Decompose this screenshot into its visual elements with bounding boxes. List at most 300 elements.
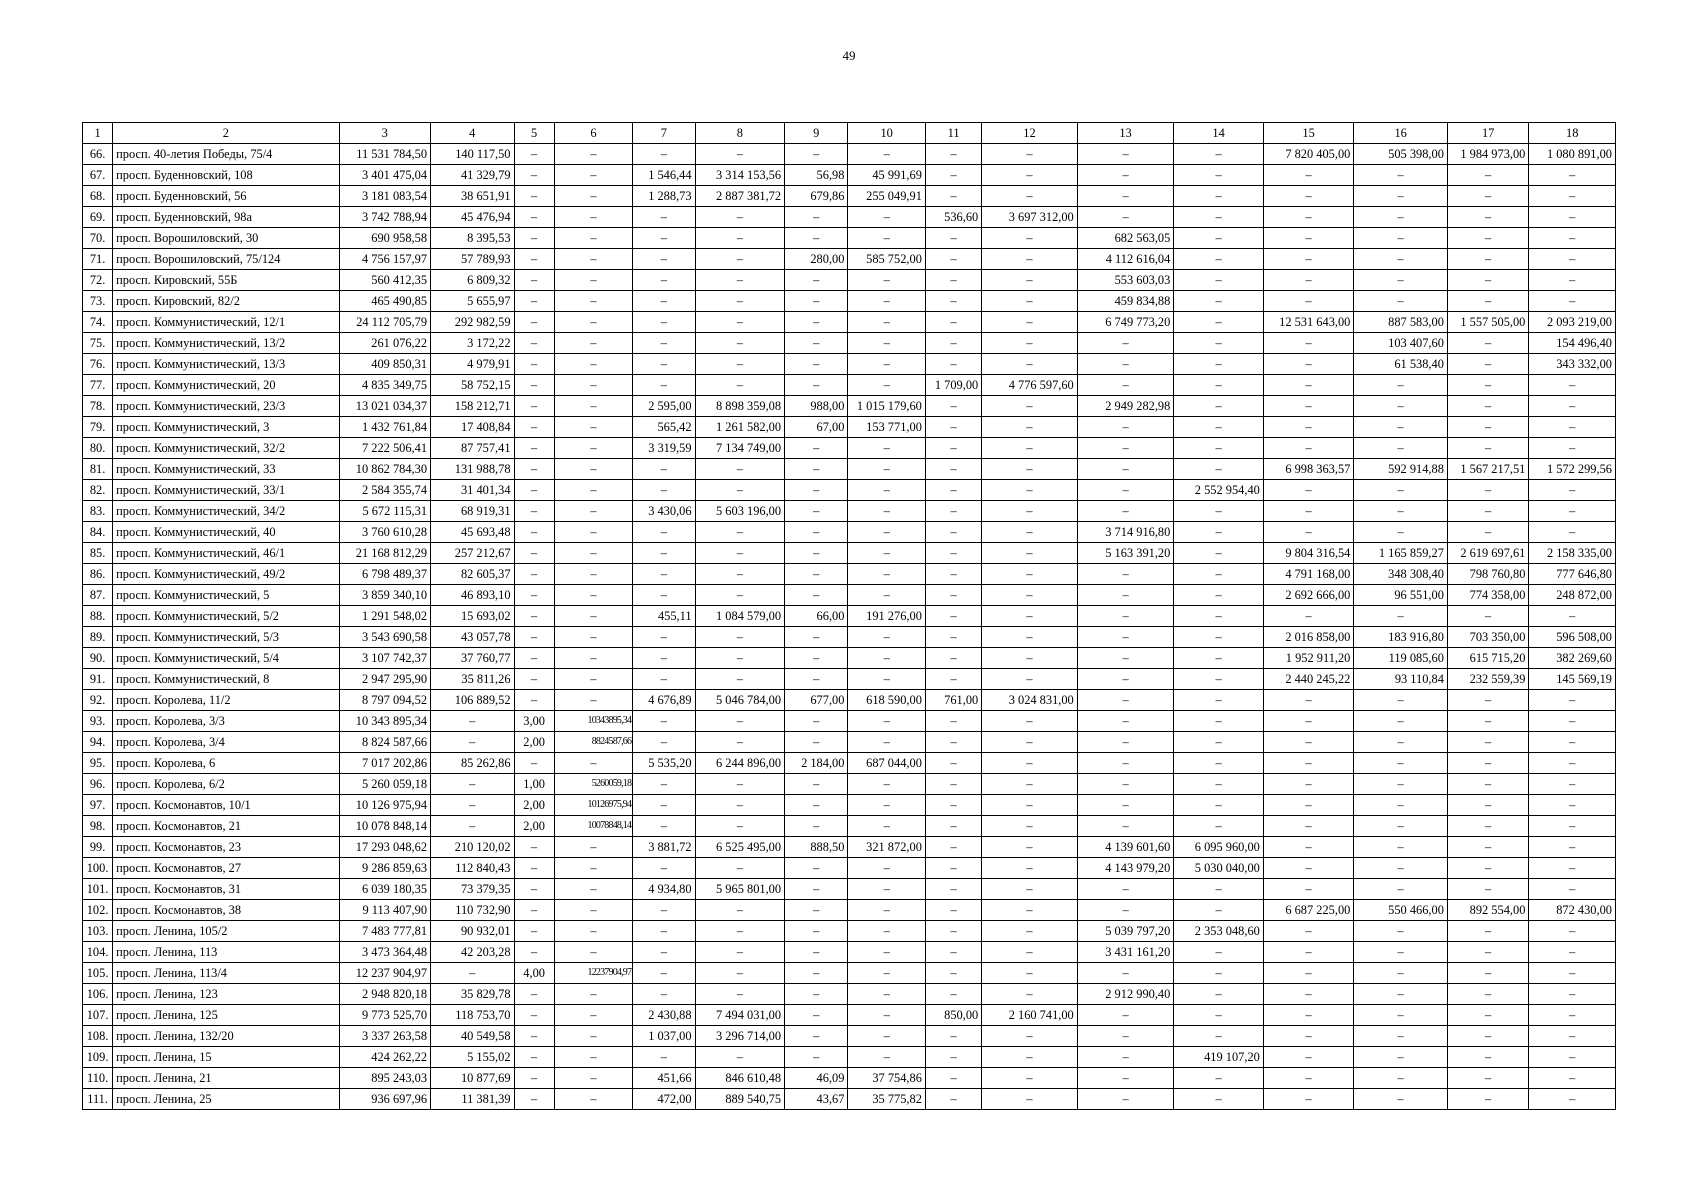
- table-cell: 2 552 954,40: [1174, 480, 1264, 501]
- table-cell: 71.: [83, 249, 113, 270]
- table-cell: –: [1263, 795, 1354, 816]
- table-cell: –: [848, 144, 925, 165]
- table-cell: 761,00: [925, 690, 981, 711]
- table-cell: –: [925, 228, 981, 249]
- table-cell: –: [633, 459, 695, 480]
- table-cell: 82 605,37: [431, 564, 514, 585]
- table-cell: 2 947 295,90: [339, 669, 431, 690]
- table-cell: –: [1529, 375, 1616, 396]
- table-cell: 10 078 848,14: [339, 816, 431, 837]
- table-cell: –: [695, 480, 785, 501]
- table-cell: –: [848, 1005, 925, 1026]
- table-cell: –: [1263, 270, 1354, 291]
- table-cell: просп. Коммунистический, 33/1: [113, 480, 339, 501]
- table-cell: –: [785, 228, 848, 249]
- table-cell: 1 288,73: [633, 186, 695, 207]
- table-cell: –: [925, 249, 981, 270]
- table-cell: –: [554, 438, 632, 459]
- table-cell: –: [785, 207, 848, 228]
- table-cell: –: [633, 858, 695, 879]
- table-cell: –: [1529, 249, 1616, 270]
- table-cell: 4 756 157,97: [339, 249, 431, 270]
- table-cell: просп. Ленина, 125: [113, 1005, 339, 1026]
- table-cell: –: [1529, 165, 1616, 186]
- table-cell: –: [1447, 249, 1528, 270]
- table-cell: –: [695, 333, 785, 354]
- table-cell: 5 046 784,00: [695, 690, 785, 711]
- register-table: [82, 122, 1616, 1110]
- table-row: [83, 1005, 1616, 1026]
- table-cell: –: [982, 984, 1078, 1005]
- table-cell: –: [982, 522, 1078, 543]
- table-cell: 1 984 973,00: [1447, 144, 1528, 165]
- table-cell: –: [1174, 396, 1264, 417]
- table-cell: –: [695, 144, 785, 165]
- table-cell: –: [514, 228, 554, 249]
- table-cell: –: [1263, 354, 1354, 375]
- column-number-row: [83, 123, 1616, 144]
- table-cell: –: [1529, 396, 1616, 417]
- table-cell: –: [1263, 711, 1354, 732]
- table-cell: просп. Коммунистический, 13/3: [113, 354, 339, 375]
- table-cell: –: [1263, 291, 1354, 312]
- table-cell: –: [925, 312, 981, 333]
- table-cell: –: [514, 858, 554, 879]
- table-cell: 1 432 761,84: [339, 417, 431, 438]
- table-cell: 889 540,75: [695, 1089, 785, 1110]
- table-cell: 232 559,39: [1447, 669, 1528, 690]
- table-cell: просп. Ленина, 105/2: [113, 921, 339, 942]
- table-cell: –: [431, 732, 514, 753]
- table-cell: 93.: [83, 711, 113, 732]
- table-cell: 585 752,00: [848, 249, 925, 270]
- table-cell: –: [925, 144, 981, 165]
- table-cell: –: [1447, 417, 1528, 438]
- table-cell: просп. 40-летия Победы, 75/4: [113, 144, 339, 165]
- table-cell: 88.: [83, 606, 113, 627]
- table-cell: –: [1077, 774, 1174, 795]
- table-cell: –: [1077, 1005, 1174, 1026]
- table-cell: –: [1447, 984, 1528, 1005]
- table-cell: 90 932,01: [431, 921, 514, 942]
- table-cell: –: [633, 984, 695, 1005]
- table-cell: –: [1529, 942, 1616, 963]
- table-cell: –: [514, 543, 554, 564]
- table-cell: –: [925, 900, 981, 921]
- table-cell: 73 379,35: [431, 879, 514, 900]
- table-cell: –: [1354, 732, 1448, 753]
- table-cell: 677,00: [785, 690, 848, 711]
- table-cell: 10078848,14: [554, 816, 632, 837]
- table-cell: 596 508,00: [1529, 627, 1616, 648]
- table-cell: –: [554, 228, 632, 249]
- table-cell: –: [1529, 711, 1616, 732]
- table-cell: 1 546,44: [633, 165, 695, 186]
- column-number-cell: 4: [431, 123, 514, 144]
- table-cell: –: [848, 900, 925, 921]
- table-cell: –: [925, 270, 981, 291]
- table-cell: –: [848, 984, 925, 1005]
- table-cell: –: [925, 963, 981, 984]
- table-cell: 4 776 597,60: [982, 375, 1078, 396]
- table-cell: 2,00: [514, 816, 554, 837]
- table-cell: –: [1354, 186, 1448, 207]
- table-row: [83, 417, 1616, 438]
- table-cell: –: [1529, 753, 1616, 774]
- table-cell: 75.: [83, 333, 113, 354]
- table-cell: –: [1529, 984, 1616, 1005]
- table-cell: –: [848, 564, 925, 585]
- table-row: [83, 480, 1616, 501]
- table-cell: –: [431, 816, 514, 837]
- table-cell: 348 308,40: [1354, 564, 1448, 585]
- table-cell: –: [554, 186, 632, 207]
- table-cell: –: [1174, 1068, 1264, 1089]
- table-cell: –: [982, 333, 1078, 354]
- table-cell: –: [1077, 354, 1174, 375]
- table-row: [83, 984, 1616, 1005]
- table-cell: –: [785, 669, 848, 690]
- table-cell: 90.: [83, 648, 113, 669]
- table-cell: 191 276,00: [848, 606, 925, 627]
- table-cell: –: [1077, 1089, 1174, 1110]
- table-cell: –: [633, 522, 695, 543]
- table-cell: –: [431, 711, 514, 732]
- table-cell: –: [1174, 291, 1264, 312]
- table-cell: –: [925, 711, 981, 732]
- table-cell: –: [1529, 837, 1616, 858]
- table-cell: 257 212,67: [431, 543, 514, 564]
- table-cell: 69.: [83, 207, 113, 228]
- table-cell: –: [925, 1047, 981, 1068]
- table-row: [83, 207, 1616, 228]
- table-cell: 6 749 773,20: [1077, 312, 1174, 333]
- table-cell: 3 697 312,00: [982, 207, 1078, 228]
- table-cell: –: [514, 1005, 554, 1026]
- table-cell: –: [554, 879, 632, 900]
- table-row: [83, 144, 1616, 165]
- table-cell: –: [925, 1068, 981, 1089]
- table-cell: –: [633, 291, 695, 312]
- table-cell: –: [982, 585, 1078, 606]
- table-cell: –: [982, 921, 1078, 942]
- table-cell: –: [1447, 774, 1528, 795]
- table-cell: –: [1529, 522, 1616, 543]
- table-cell: 3,00: [514, 711, 554, 732]
- table-cell: –: [982, 1068, 1078, 1089]
- table-cell: –: [1354, 921, 1448, 942]
- table-cell: 1 037,00: [633, 1026, 695, 1047]
- column-number-cell: 5: [514, 123, 554, 144]
- table-cell: –: [695, 354, 785, 375]
- table-cell: –: [1263, 774, 1354, 795]
- table-cell: –: [1174, 186, 1264, 207]
- table-cell: –: [1077, 648, 1174, 669]
- table-cell: –: [1529, 690, 1616, 711]
- table-cell: –: [1447, 858, 1528, 879]
- table-cell: 89.: [83, 627, 113, 648]
- table-cell: –: [554, 858, 632, 879]
- table-cell: просп. Коммунистический, 46/1: [113, 543, 339, 564]
- table-row: [83, 837, 1616, 858]
- table-cell: –: [925, 795, 981, 816]
- table-cell: –: [514, 417, 554, 438]
- table-cell: просп. Коммунистический, 23/3: [113, 396, 339, 417]
- table-row: [83, 585, 1616, 606]
- table-cell: 565,42: [633, 417, 695, 438]
- table-cell: 3 431 161,20: [1077, 942, 1174, 963]
- table-cell: 31 401,34: [431, 480, 514, 501]
- table-cell: 7 134 749,00: [695, 438, 785, 459]
- table-cell: 615 715,20: [1447, 648, 1528, 669]
- table-cell: –: [1447, 375, 1528, 396]
- table-cell: 850,00: [925, 1005, 981, 1026]
- table-cell: –: [785, 543, 848, 564]
- table-cell: –: [554, 417, 632, 438]
- table-cell: 798 760,80: [1447, 564, 1528, 585]
- table-cell: –: [848, 879, 925, 900]
- table-cell: –: [554, 1089, 632, 1110]
- table-cell: –: [633, 732, 695, 753]
- table-cell: –: [785, 270, 848, 291]
- table-cell: –: [925, 501, 981, 522]
- table-cell: –: [1447, 480, 1528, 501]
- table-cell: –: [554, 900, 632, 921]
- table-cell: –: [982, 963, 1078, 984]
- table-cell: просп. Коммунистический, 5/4: [113, 648, 339, 669]
- table-cell: 687 044,00: [848, 753, 925, 774]
- table-cell: –: [1077, 732, 1174, 753]
- table-cell: –: [554, 354, 632, 375]
- table-cell: –: [848, 585, 925, 606]
- table-cell: –: [1447, 270, 1528, 291]
- table-cell: –: [1174, 1005, 1264, 1026]
- table-cell: –: [848, 942, 925, 963]
- table-cell: –: [1354, 963, 1448, 984]
- table-cell: 145 569,19: [1529, 669, 1616, 690]
- table-cell: 24 112 705,79: [339, 312, 431, 333]
- table-cell: –: [925, 669, 981, 690]
- table-row: [83, 564, 1616, 585]
- table-cell: –: [1174, 795, 1264, 816]
- table-cell: –: [785, 858, 848, 879]
- table-cell: –: [785, 1005, 848, 1026]
- table-cell: 82.: [83, 480, 113, 501]
- table-cell: –: [1174, 207, 1264, 228]
- table-cell: 57 789,93: [431, 249, 514, 270]
- table-cell: –: [1263, 1005, 1354, 1026]
- table-cell: 5 155,02: [431, 1047, 514, 1068]
- table-cell: 87 757,41: [431, 438, 514, 459]
- table-cell: –: [1529, 879, 1616, 900]
- table-cell: –: [1447, 942, 1528, 963]
- table-cell: 4 112 616,04: [1077, 249, 1174, 270]
- table-cell: 5 603 196,00: [695, 501, 785, 522]
- table-cell: –: [695, 669, 785, 690]
- table-cell: –: [1529, 438, 1616, 459]
- table-cell: –: [1529, 795, 1616, 816]
- table-cell: –: [554, 627, 632, 648]
- table-cell: 92.: [83, 690, 113, 711]
- table-row: [83, 543, 1616, 564]
- table-cell: 2 912 990,40: [1077, 984, 1174, 1005]
- table-cell: –: [695, 459, 785, 480]
- table-cell: 4 139 601,60: [1077, 837, 1174, 858]
- table-cell: –: [785, 648, 848, 669]
- table-cell: –: [848, 816, 925, 837]
- table-cell: –: [514, 669, 554, 690]
- table-cell: –: [925, 606, 981, 627]
- table-cell: 8 824 587,66: [339, 732, 431, 753]
- table-cell: –: [1354, 1068, 1448, 1089]
- table-cell: –: [554, 753, 632, 774]
- table-cell: –: [1354, 375, 1448, 396]
- table-cell: 6 809,32: [431, 270, 514, 291]
- column-number-cell: 13: [1077, 123, 1174, 144]
- table-cell: 11 531 784,50: [339, 144, 431, 165]
- table-cell: –: [785, 522, 848, 543]
- table-row: [83, 900, 1616, 921]
- table-cell: –: [982, 627, 1078, 648]
- table-cell: –: [925, 648, 981, 669]
- table-cell: –: [695, 291, 785, 312]
- table-cell: –: [785, 711, 848, 732]
- table-cell: 99.: [83, 837, 113, 858]
- table-cell: –: [1174, 984, 1264, 1005]
- table-cell: –: [1529, 921, 1616, 942]
- table-cell: 17 293 048,62: [339, 837, 431, 858]
- table-cell: –: [925, 816, 981, 837]
- table-cell: 85 262,86: [431, 753, 514, 774]
- table-cell: –: [785, 438, 848, 459]
- table-cell: 1 557 505,00: [1447, 312, 1528, 333]
- table-row: [83, 270, 1616, 291]
- table-cell: –: [925, 1089, 981, 1110]
- table-cell: 4 979,91: [431, 354, 514, 375]
- table-cell: –: [785, 354, 848, 375]
- table-cell: 3 881,72: [633, 837, 695, 858]
- table-cell: –: [514, 564, 554, 585]
- table-cell: –: [1077, 585, 1174, 606]
- table-cell: 46,09: [785, 1068, 848, 1089]
- table-cell: –: [1447, 1005, 1528, 1026]
- table-row: [83, 165, 1616, 186]
- table-cell: 10343895,34: [554, 711, 632, 732]
- table-cell: –: [1354, 522, 1448, 543]
- table-cell: –: [1263, 1068, 1354, 1089]
- table-cell: просп. Коммунистический, 5/2: [113, 606, 339, 627]
- table-cell: 107.: [83, 1005, 113, 1026]
- table-cell: –: [1263, 606, 1354, 627]
- table-cell: 4 791 168,00: [1263, 564, 1354, 585]
- table-cell: 8824587,66: [554, 732, 632, 753]
- table-cell: –: [785, 984, 848, 1005]
- table-cell: –: [1263, 522, 1354, 543]
- table-cell: 61 538,40: [1354, 354, 1448, 375]
- table-cell: –: [514, 312, 554, 333]
- table-cell: –: [633, 963, 695, 984]
- table-cell: 459 834,88: [1077, 291, 1174, 312]
- table-cell: –: [695, 585, 785, 606]
- table-cell: –: [554, 837, 632, 858]
- table-cell: –: [1447, 522, 1528, 543]
- table-cell: 892 554,00: [1447, 900, 1528, 921]
- table-cell: –: [1529, 417, 1616, 438]
- table-cell: –: [1354, 1089, 1448, 1110]
- table-cell: –: [1529, 732, 1616, 753]
- table-cell: 3 742 788,94: [339, 207, 431, 228]
- table-cell: –: [1263, 417, 1354, 438]
- table-cell: просп. Космонавтов, 21: [113, 816, 339, 837]
- table-cell: –: [514, 984, 554, 1005]
- table-cell: 682 563,05: [1077, 228, 1174, 249]
- table-cell: –: [848, 333, 925, 354]
- table-cell: –: [1174, 228, 1264, 249]
- table-cell: –: [1529, 228, 1616, 249]
- table-cell: –: [1174, 144, 1264, 165]
- table-cell: –: [1354, 417, 1448, 438]
- table-cell: –: [514, 249, 554, 270]
- table-cell: –: [554, 921, 632, 942]
- table-cell: 895 243,03: [339, 1068, 431, 1089]
- table-cell: –: [1354, 795, 1448, 816]
- table-cell: 451,66: [633, 1068, 695, 1089]
- table-row: [83, 942, 1616, 963]
- table-cell: –: [982, 879, 1078, 900]
- table-cell: –: [514, 333, 554, 354]
- table-cell: 703 350,00: [1447, 627, 1528, 648]
- table-row: [83, 228, 1616, 249]
- table-cell: –: [1447, 732, 1528, 753]
- table-cell: 3 473 364,48: [339, 942, 431, 963]
- table-cell: –: [1529, 816, 1616, 837]
- table-cell: –: [554, 375, 632, 396]
- table-cell: 10 126 975,94: [339, 795, 431, 816]
- table-cell: –: [982, 732, 1078, 753]
- table-cell: –: [982, 270, 1078, 291]
- table-cell: –: [1174, 270, 1264, 291]
- table-row: [83, 795, 1616, 816]
- table-cell: –: [633, 333, 695, 354]
- table-cell: –: [1529, 270, 1616, 291]
- table-cell: 8 395,53: [431, 228, 514, 249]
- table-cell: –: [925, 984, 981, 1005]
- table-cell: –: [695, 795, 785, 816]
- table-cell: –: [982, 1089, 1078, 1110]
- table-cell: 7 222 506,41: [339, 438, 431, 459]
- table-cell: 98.: [83, 816, 113, 837]
- table-cell: 158 212,71: [431, 396, 514, 417]
- table-cell: –: [1354, 1047, 1448, 1068]
- table-cell: –: [633, 774, 695, 795]
- table-cell: 15 693,02: [431, 606, 514, 627]
- table-cell: 85.: [83, 543, 113, 564]
- table-cell: –: [1174, 627, 1264, 648]
- table-cell: –: [925, 438, 981, 459]
- table-cell: –: [848, 963, 925, 984]
- table-cell: –: [925, 627, 981, 648]
- table-cell: –: [514, 522, 554, 543]
- table-cell: –: [1529, 1089, 1616, 1110]
- table-cell: просп. Королева, 6: [113, 753, 339, 774]
- table-cell: –: [554, 165, 632, 186]
- column-number-cell: 2: [113, 123, 339, 144]
- table-cell: 6 798 489,37: [339, 564, 431, 585]
- table-cell: 35 811,26: [431, 669, 514, 690]
- table-cell: 3 714 916,80: [1077, 522, 1174, 543]
- table-cell: 1 291 548,02: [339, 606, 431, 627]
- table-cell: –: [1174, 1089, 1264, 1110]
